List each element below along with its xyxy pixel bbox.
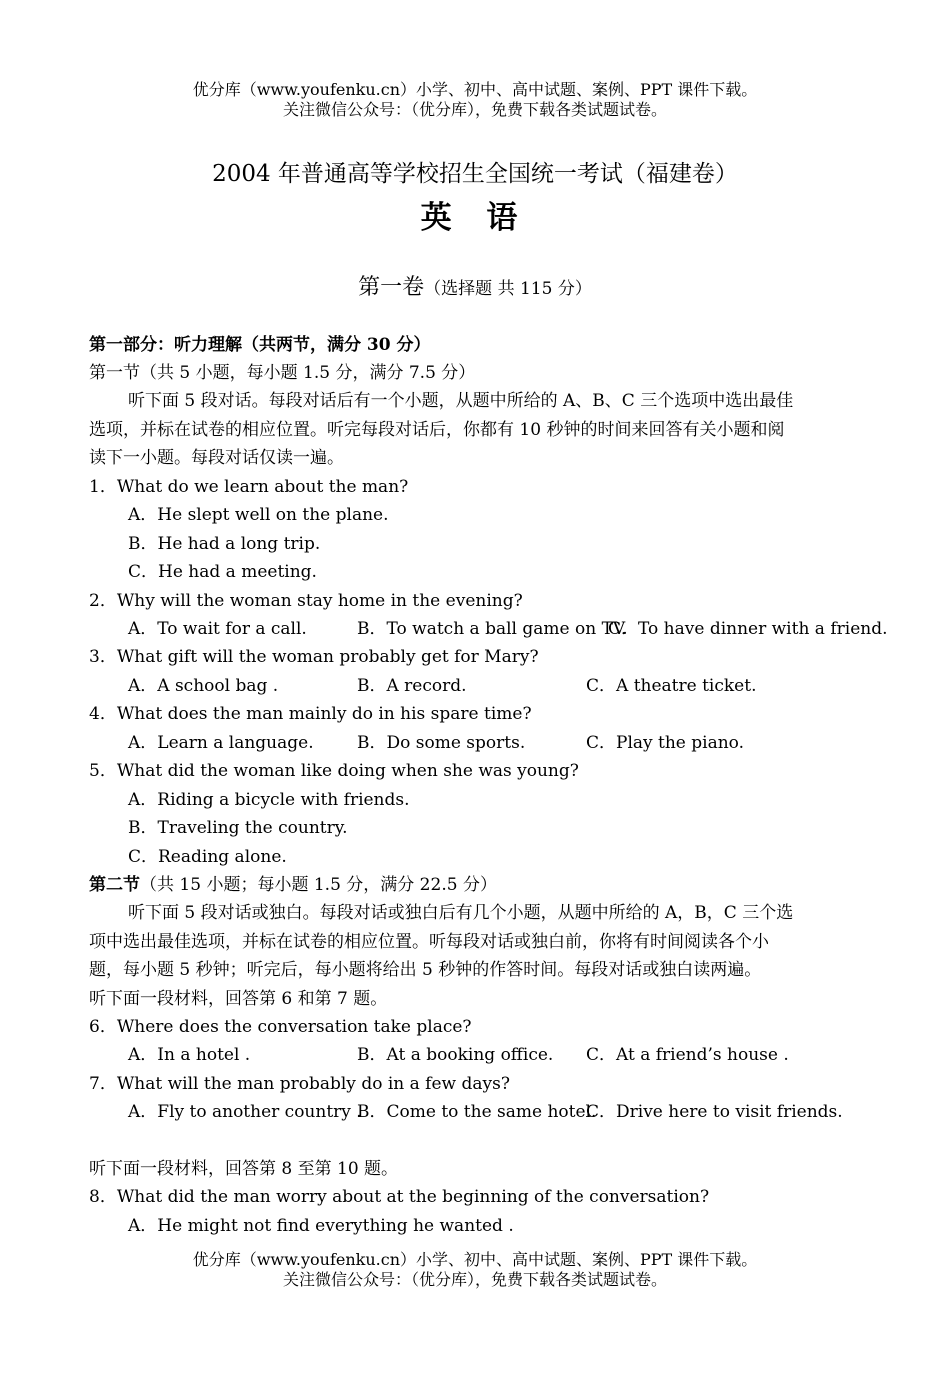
section1-instruction-1: 听下面 5 段对话。每段对话后有一个小题，从题中所给的 A、B、C 三个选项中选出最佳 bbox=[128, 391, 794, 411]
question-5-stem: 5．What did the woman like doing when she was young? bbox=[89, 761, 579, 781]
question-1-option-c: C．He had a meeting. bbox=[128, 562, 317, 582]
question-6-option-a: A．In a hotel . bbox=[128, 1045, 251, 1065]
section1-instruction-2: 选项，并标在试卷的相应位置。听完每段对话后，你都有 10 秒钟的时间来回答有关小题和阅 bbox=[89, 420, 785, 440]
volume-name: 第一卷 bbox=[358, 275, 425, 300]
question-1-option-b: B．He had a long trip. bbox=[128, 534, 321, 554]
question-1-option-a: A．He slept well on the plane. bbox=[128, 505, 389, 525]
question-6-option-b: B．At a booking office. bbox=[357, 1045, 554, 1065]
material-1-note: 听下面一段材料，回答第 6 和第 7 题。 bbox=[89, 989, 388, 1009]
question-7-option-b: B．Come to the same hotel. bbox=[357, 1102, 597, 1122]
question-8-option-a: A．He might not find everything he wanted . bbox=[128, 1216, 514, 1236]
question-3-stem: 3．What gift will the woman probably get for Mary? bbox=[89, 647, 539, 667]
question-6-stem: 6．Where does the conversation take place? bbox=[89, 1017, 472, 1037]
exam-title: 2004 年普通高等学校招生全国统一考试（福建卷） bbox=[212, 161, 738, 187]
footer-line-2: 关注微信公众号：（优分库），免费下载各类试题试卷。 bbox=[282, 1270, 667, 1289]
section2-instruction-2: 项中选出最佳选项，并标在试卷的相应位置。听每段对话或独白前，你将有时间阅读各个小 bbox=[89, 932, 769, 952]
section2-instruction-1: 听下面 5 段对话或独白。每段对话或独白后有几个小题，从题中所给的 A，B，C 三个选 bbox=[128, 903, 794, 923]
footer-line-1: 优分库（www.youfenku.cn）小学、初中、高中试题、案例、PPT 课件下载。 bbox=[192, 1250, 758, 1269]
question-3-option-b: B．A record. bbox=[357, 676, 467, 696]
question-4-stem: 4．What does the man mainly do in his spare time? bbox=[89, 704, 532, 724]
question-4-option-b: B．Do some sports. bbox=[357, 733, 526, 753]
question-2-option-b: B．To watch a ball game on TV. bbox=[357, 619, 628, 639]
section2-instruction-3: 题，每小题 5 秒钟；听完后，每小题将给出 5 秒钟的作答时间。每段对话或独白读两遍。 bbox=[89, 960, 762, 980]
volume-title bbox=[0, 270, 950, 301]
volume-note: （选择题 共 115 分） bbox=[424, 279, 592, 299]
question-6-option-c: C．At a friend’s house . bbox=[586, 1045, 789, 1065]
subject-title: 英 语 bbox=[420, 200, 530, 236]
question-7-option-c: C．Drive here to visit friends. bbox=[586, 1102, 843, 1122]
question-5-option-c: C．Reading alone. bbox=[128, 847, 287, 867]
part1-heading: 第一部分：听力理解（共两节，满分 30 分） bbox=[89, 335, 431, 355]
section2-label: 第二节 bbox=[89, 875, 140, 895]
question-1-stem: 1．What do we learn about the man? bbox=[89, 477, 409, 497]
material-2-note: 听下面一段材料，回答第 8 至第 10 题。 bbox=[89, 1159, 399, 1179]
question-5-option-a: A．Riding a bicycle with friends. bbox=[128, 790, 410, 810]
question-2-option-a: A．To wait for a call. bbox=[128, 619, 307, 639]
question-2-stem: 2．Why will the woman stay home in the evening? bbox=[89, 591, 523, 611]
question-4-option-a: A．Learn a language. bbox=[128, 733, 314, 753]
section2-heading bbox=[89, 870, 497, 895]
section2-heading-rest: （共 15 小题；每小题 1.5 分，满分 22.5 分） bbox=[140, 875, 497, 895]
question-3-option-c: C．A theatre ticket. bbox=[586, 676, 757, 696]
header-line-2: 关注微信公众号：（优分库），免费下载各类试题试卷。 bbox=[282, 100, 667, 119]
section1-heading: 第一节（共 5 小题，每小题 1.5 分，满分 7.5 分） bbox=[89, 363, 476, 383]
question-7-stem: 7．What will the man probably do in a few days? bbox=[89, 1074, 510, 1094]
header-line-1: 优分库（www.youfenku.cn）小学、初中、高中试题、案例、PPT 课件下载。 bbox=[192, 80, 758, 99]
question-8-stem: 8．What did the man worry about at the beginning of the conversation? bbox=[89, 1187, 710, 1207]
question-5-option-b: B．Traveling the country. bbox=[128, 818, 348, 838]
question-4-option-c: C．Play the piano. bbox=[586, 733, 745, 753]
section1-instruction-3: 读下一小题。每段对话仅读一遍。 bbox=[89, 448, 344, 468]
question-2-option-c: C．To have dinner with a friend. bbox=[608, 619, 888, 639]
question-3-option-a: A．A school bag . bbox=[128, 676, 279, 696]
question-7-option-a: A．Fly to another country . bbox=[128, 1102, 362, 1122]
